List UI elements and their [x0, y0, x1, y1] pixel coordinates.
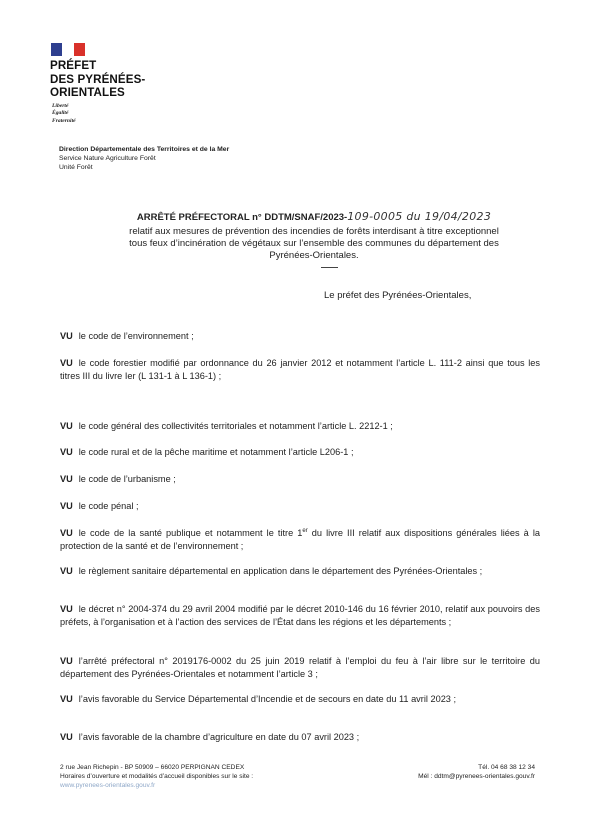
footer-address-block [60, 763, 253, 790]
considerant-item [60, 446, 540, 459]
considerant-text-continued: du livre III relatif aux dispositions générales liées à la protection de la santé et de l’environnement ; [60, 528, 541, 551]
footer-email: Mél : ddtm@pyrenees-orientales.gouv.fr [418, 773, 535, 780]
motto-line: Fraternité [52, 117, 76, 124]
considerant-text: le code pénal ; [78, 501, 139, 511]
considerant-text: le code de la santé publique et notamment le titre 1 [78, 528, 303, 538]
subject-line: Pyrénées-Orientales. [269, 249, 359, 261]
service-name: Service Nature Agriculture Forêt [59, 155, 156, 162]
vu-keyword: VU [60, 694, 73, 704]
prefecture-line: ORIENTALES [50, 86, 125, 99]
vu-keyword: VU [60, 474, 73, 484]
considerant-item [60, 693, 540, 706]
motto-line: Liberté [52, 103, 69, 109]
considerant-item [60, 731, 540, 744]
footer-address: 2 rue Jean Richepin - BP 50909 – 66020 PERPIGNAN CEDEX [60, 764, 245, 771]
prefecture-line: DES PYRÉNÉES- [50, 72, 146, 86]
footer-website-link[interactable]: www.pyrenees-orientales.gouv.fr [60, 782, 156, 789]
considerant-item [60, 500, 540, 513]
direction-name: Direction Départementale des Territoires et de la Mer [59, 146, 230, 153]
considerant-item [60, 420, 540, 433]
vu-keyword: VU [60, 566, 73, 576]
prefecture-line: PRÉFET [50, 59, 97, 72]
considerant-item [60, 473, 540, 486]
unit-name: Unité Forêt [59, 164, 93, 171]
considerant-item [60, 655, 540, 681]
vu-keyword: VU [60, 447, 73, 457]
considerant-item [60, 330, 540, 343]
considerant-text: le code de l’urbanisme ; [78, 474, 176, 484]
considerant-text: l’avis favorable de la chambre d’agriculture en date du 07 avril 2023 ; [78, 732, 360, 742]
vu-keyword: VU [60, 656, 73, 666]
considerant-item [60, 357, 540, 383]
subject-line: tous feux d’incinération de végétaux sur l’ensemble des communes du département des [129, 237, 499, 249]
handwritten-number-date: 109-0005 du 19/04/2023 [347, 210, 492, 223]
vu-keyword: VU [60, 331, 73, 341]
vu-keyword: VU [60, 604, 73, 614]
issuing-service [59, 145, 229, 172]
considerant-item [60, 603, 540, 629]
decree-number: ARRÊTÉ PRÉFECTORAL n° DDTM/SNAF/2023- [136, 212, 348, 223]
considerant-item [60, 527, 540, 553]
superscript: er [302, 527, 308, 534]
considerant-text: le règlement sanitaire départemental en application dans le département des Pyrénées-Orientales ; [78, 566, 483, 576]
considerant-text: le code général des collectivités territoriales et notamment l’article L. 2212-1 ; [78, 421, 393, 431]
motto-line: Égalité [52, 110, 69, 117]
footer-hours: Horaires d’ouverture et modalités d’accueil disponibles sur le site : [60, 773, 254, 780]
considerant-text: l’arrêté préfectoral n° 2019176-0002 du 25 juin 2019 relatif à l’emploi du feu à l’air libre sur le territoire du département des Pyrénées-Orientales et notamment l’article 3 ; [60, 656, 540, 679]
vu-keyword: VU [60, 421, 73, 431]
footer-contact-block [367, 763, 535, 781]
prefecture-name [50, 59, 145, 100]
republic-flag-logo [51, 43, 85, 56]
vu-keyword: VU [60, 528, 73, 538]
considerant-text: le décret n° 2004-374 du 29 avril 2004 modifié par le décret 2010-146 du 16 février 2010, relatif aux pouvoirs des préfets, à l’organisation et à l’action des services de l’État dans les régions et les départements ; [60, 604, 540, 627]
vu-keyword: VU [60, 501, 73, 511]
considerant-item [60, 565, 540, 578]
considerant-text: l’avis favorable du Service Départemental d’Incendie et de secours en date du 11 avril 2023 ; [78, 694, 457, 704]
vu-keyword: VU [60, 358, 73, 368]
vu-keyword: VU [60, 732, 73, 742]
decree-title [40, 211, 588, 224]
republic-motto [52, 103, 76, 125]
footer-phone: Tél. 04 68 38 12 34 [478, 764, 535, 771]
subject-line: relatif aux mesures de prévention des incendies de forêts interdisant à titre exceptionnel [129, 226, 499, 237]
considerant-text: le code de l’environnement ; [78, 331, 194, 341]
considerant-text: le code forestier modifié par ordonnance du 26 janvier 2012 et notamment l’article L. 111-2 ainsi que tous les titres III du livre Ier (L 131-1 à L 136-1) ; [60, 358, 540, 381]
preamble: Le préfet des Pyrénées-Orientales, [324, 290, 472, 301]
considerant-text: le code rural et de la pêche maritime et notamment l’article L206-1 ; [78, 447, 354, 457]
title-divider [321, 267, 338, 268]
decree-subject [40, 226, 588, 261]
